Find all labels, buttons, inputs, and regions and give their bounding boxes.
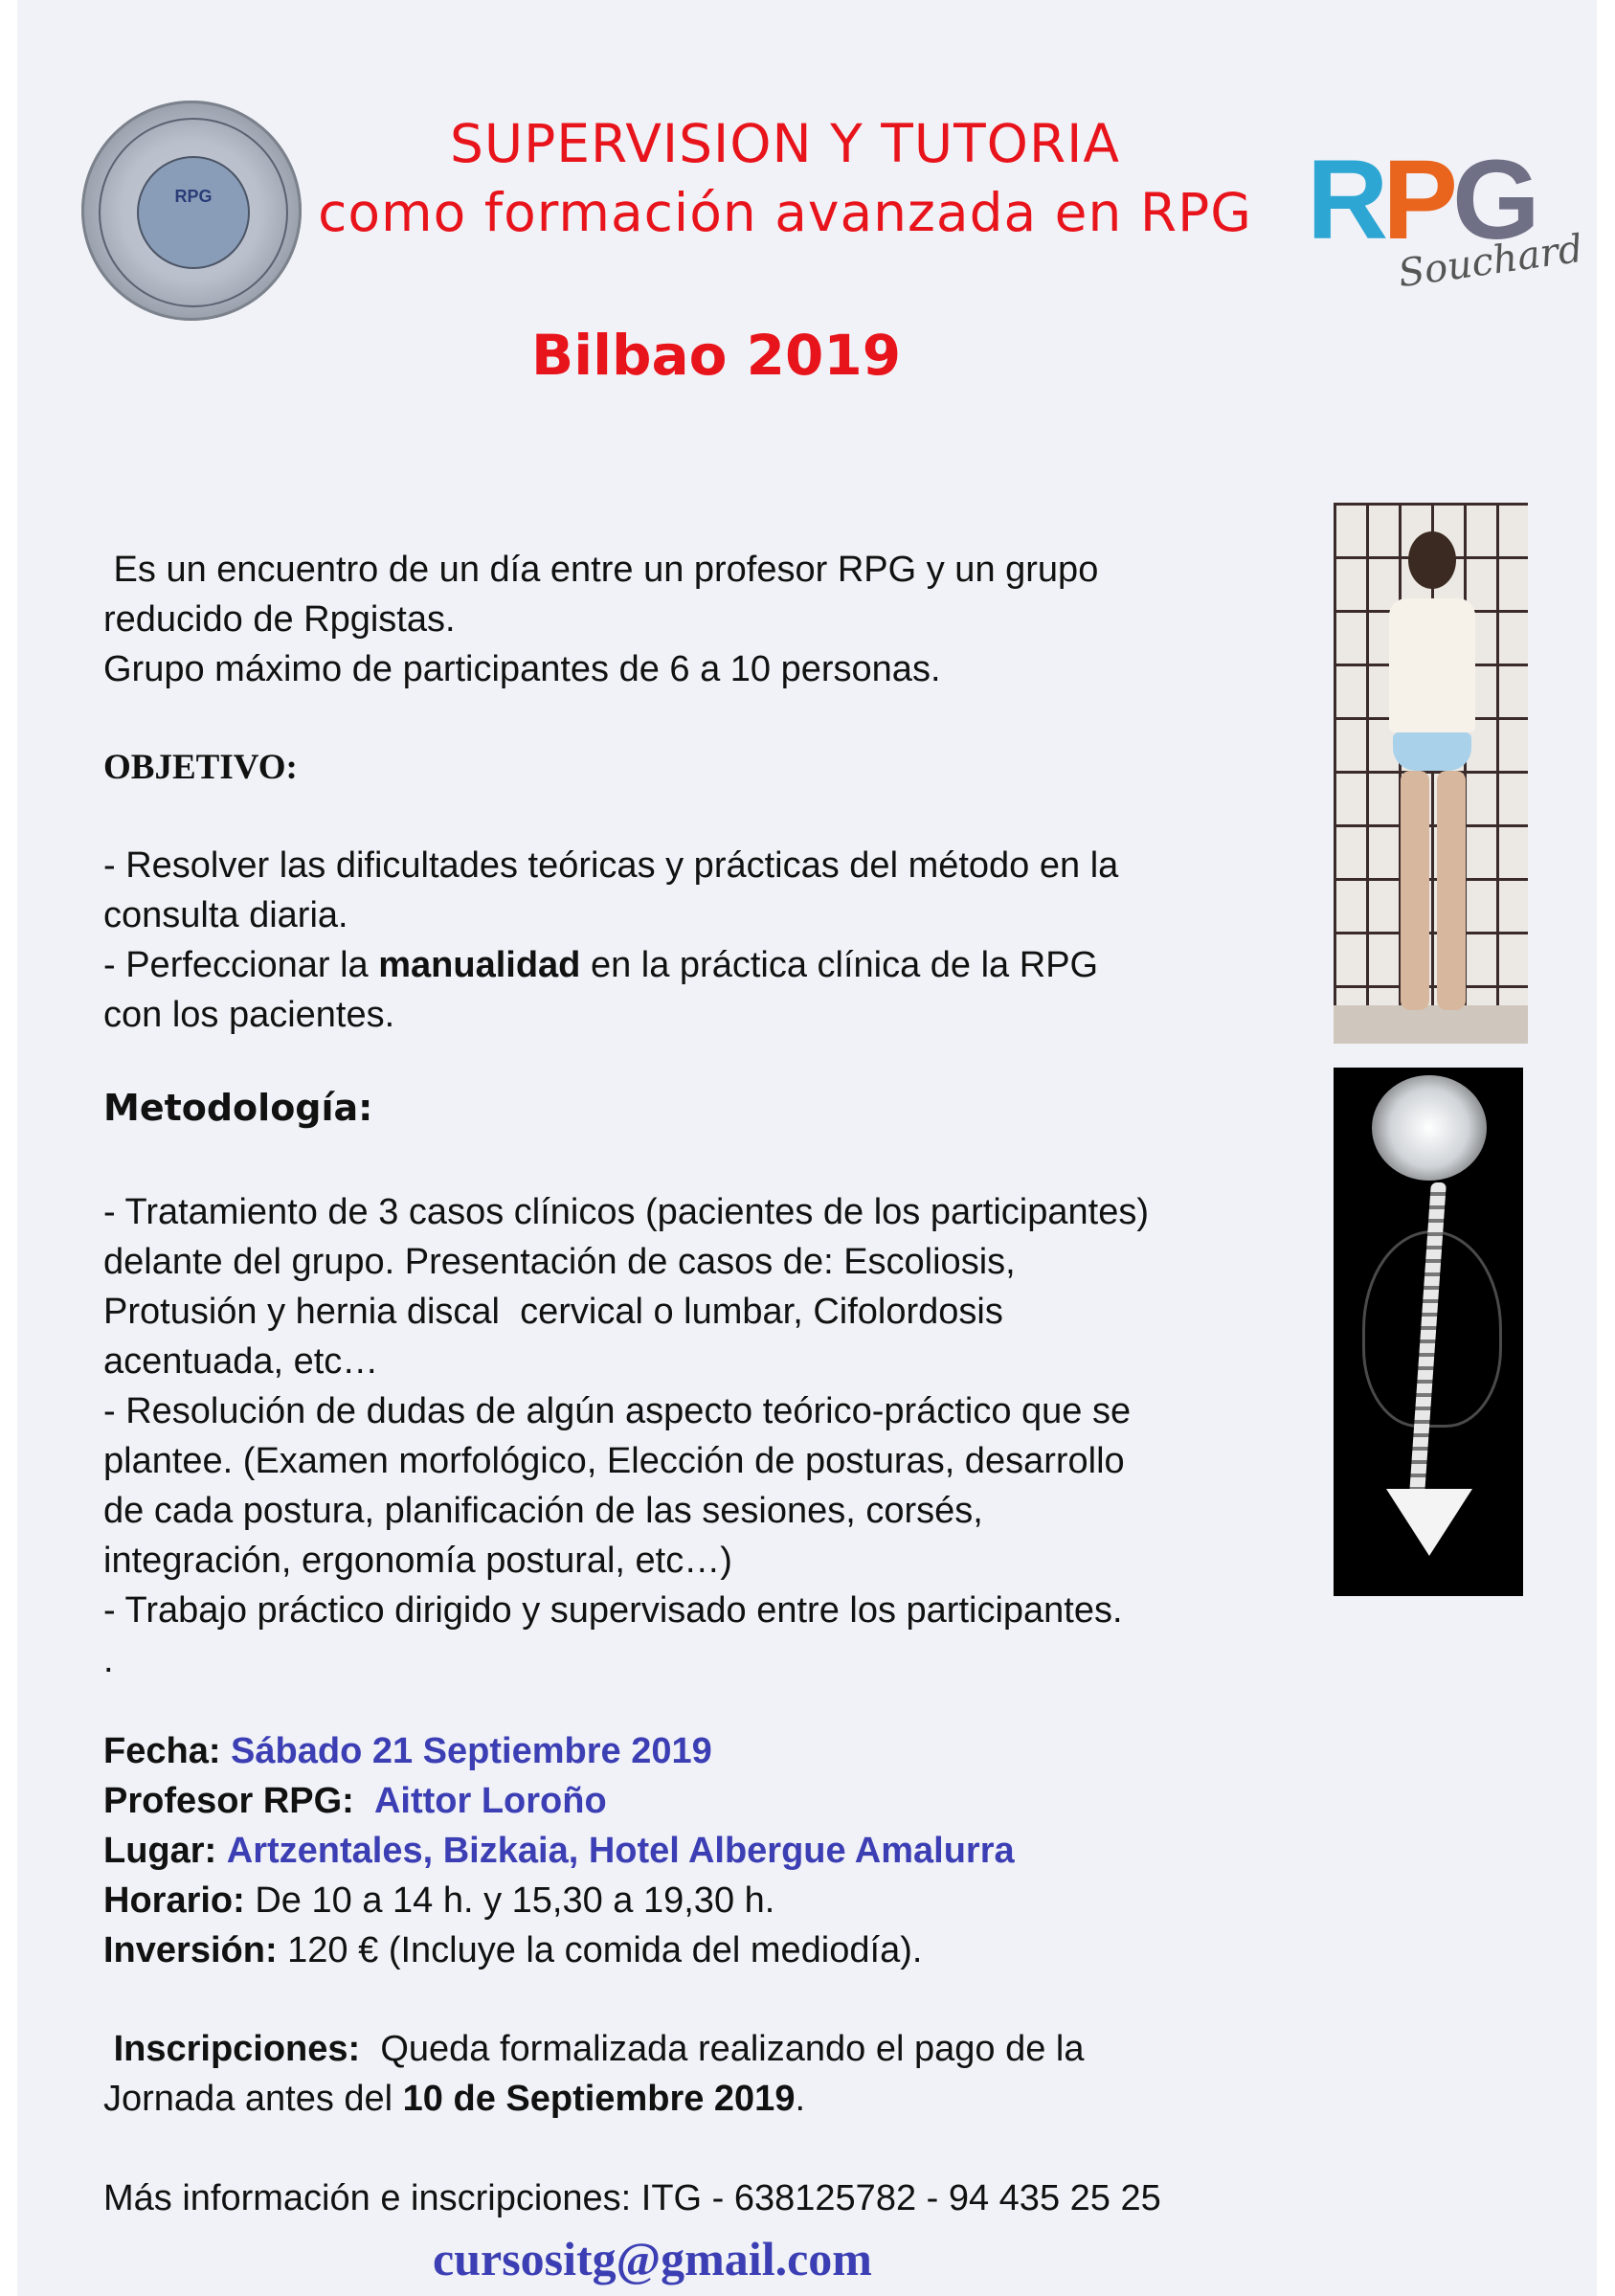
metodologia-line: plantee. (Examen morfológico, Elección de posturas, desarrollo	[103, 1441, 1125, 1481]
metodologia-line: de cada postura, planificación de las sesiones, corsés,	[103, 1491, 983, 1531]
lugar-row: Lugar: Artzentales, Bizkaia, Hotel Albergue Amalurra	[103, 1831, 1015, 1871]
intro-line-3: Grupo máximo de participantes de 6 a 10 personas.	[103, 649, 941, 689]
metodologia-line: acentuada, etc…	[103, 1341, 379, 1382]
xray-pelvis	[1386, 1489, 1472, 1556]
patient-figure	[1379, 531, 1485, 1020]
title-line-2: como formación avanzada en RPG	[318, 182, 1252, 243]
metodologia-line: - Trabajo práctico dirigido y supervisado entre los participantes.	[103, 1590, 1123, 1631]
spine-xray-image	[1334, 1068, 1523, 1596]
metodologia-line: .	[103, 1640, 114, 1680]
subtitle-city-year: Bilbao 2019	[531, 323, 902, 388]
patient-brace	[1389, 598, 1475, 732]
metodologia-line: - Tratamiento de 3 casos clínicos (pacientes de los participantes)	[103, 1192, 1149, 1232]
metodologia-line: - Resolución de dudas de algún aspecto teórico-práctico que se	[103, 1391, 1132, 1431]
contact-info: Más información e inscripciones: ITG - 638125782 - 94 435 25 25	[103, 2178, 1161, 2218]
metodologia-line: delante del grupo. Presentación de casos de: Escoliosis,	[103, 1242, 1016, 1282]
xray-skull	[1372, 1075, 1487, 1181]
horario-row: Horario: De 10 a 14 h. y 15,30 a 19,30 h.	[103, 1880, 775, 1921]
inscripciones-line-1: Inscripciones: Queda formalizada realizando el pago de la	[113, 2029, 1085, 2069]
contact-email[interactable]: cursositg@gmail.com	[433, 2232, 872, 2285]
seal-logo-text: RPG	[174, 187, 213, 206]
patient-leg	[1437, 771, 1466, 1010]
patient-head	[1408, 531, 1456, 589]
inversion-row: Inversión: 120 € (Incluye la comida del mediodía).	[103, 1930, 923, 1970]
fecha-row: Fecha: Sábado 21 Septiembre 2019	[103, 1731, 712, 1771]
rpg-souchard-logo	[1307, 137, 1586, 306]
patient-hips	[1393, 732, 1471, 771]
patient-leg	[1401, 771, 1429, 1010]
inscripciones-line-2: Jornada antes del 10 de Septiembre 2019.	[103, 2079, 806, 2119]
profesor-row: Profesor RPG: Aittor Loroño	[103, 1781, 607, 1821]
title-line-1: SUPERVISION Y TUTORIA	[449, 113, 1121, 174]
objetivo-item-1-line-1: - Resolver las dificultades teóricas y prácticas del método en la	[103, 845, 1119, 886]
objetivo-item-1-line-2: consulta diaria.	[103, 895, 348, 935]
souchard-signature: Souchard	[1395, 226, 1586, 297]
objetivo-heading: OBJETIVO:	[103, 748, 298, 787]
objetivo-item-2-line-1: - Perfeccionar la manualidad en la práctica clínica de la RPG	[103, 945, 1099, 985]
metodologia-line: Protusión y hernia discal cervical o lumbar, Cifolordosis	[103, 1292, 1003, 1332]
objetivo-item-2-line-2: con los pacientes.	[103, 995, 395, 1035]
metodologia-line: integración, ergonomía postural, etc…)	[103, 1541, 732, 1581]
intro-line-1: Es un encuentro de un día entre un profesor RPG y un grupo	[103, 550, 1099, 590]
intro-line-2: reducido de Rpgistas.	[103, 599, 456, 640]
seal-core	[137, 156, 250, 269]
rpg-itg-seal-logo	[81, 101, 302, 321]
rpg-logo-letters: RPG	[1307, 137, 1535, 263]
patient-back-photo	[1334, 503, 1528, 1044]
metodologia-heading: Metodología:	[103, 1087, 373, 1129]
